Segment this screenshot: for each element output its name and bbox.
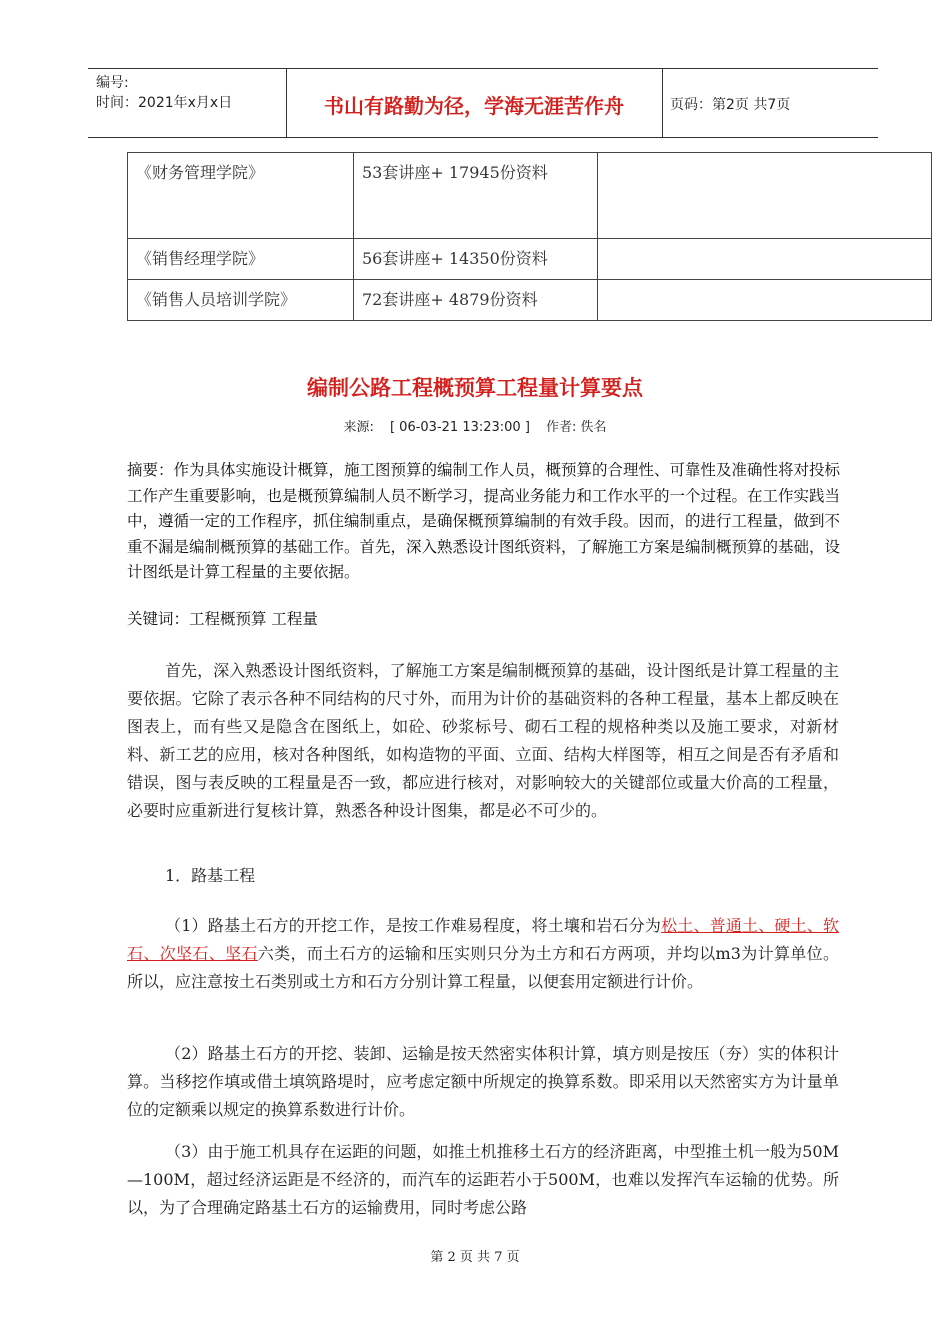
article-datetime: [ 06-03-21 13:23:00 ] (389, 420, 530, 435)
table-row (128, 239, 932, 280)
table-cell: 56套讲座+ 14350份资料 (354, 239, 598, 280)
table-cell: 《财务管理学院》 (128, 153, 354, 239)
serial-label: 编号: (96, 75, 129, 91)
article-title: 编制公路工程概预算工程量计算要点 (307, 376, 643, 400)
resource-table (127, 152, 932, 321)
table-cell (598, 239, 932, 280)
soil-types-link[interactable]: 松土、普通土、硬土、软石、次坚石、坚石 (127, 916, 839, 963)
page-footer: 第 2 页 共 7 页 (430, 1250, 520, 1265)
paragraph-earthwork-classification (127, 912, 839, 996)
header-divider (662, 69, 663, 137)
paragraph-haul-distance: （3）由于施工机具存在运距的问题，如推土机推移土石方的经济距离，中型推土机一般为50M—100M，超过经济运距是不经济的，而汽车的运距若小于500M，也难以发挥汽车运输的优势。所以，为了合理确定路基土石方的运输费用，同时考虑公路 (127, 1142, 839, 1217)
table-row (128, 153, 932, 239)
abstract: 摘要：作为具体实施设计概算，施工图预算的编制工作人员，概预算的合理性、可靠性及准确性将对投标工作产生重要影响，也是概预算编制人员不断学习，提高业务能力和工作水平的一个过程。在工作实践当中，遵循一定的工作程序，抓住编制重点，是确保概预算编制的有效手段。因而，的进行工程量，做到不重不漏是编制概预算的基础工作。首先，深入熟悉设计图纸资料，了解施工方案是编制概预算的基础，设计图纸是计算工程量的主要依据。 (127, 461, 841, 581)
article-meta (0, 416, 950, 435)
section-heading: 1．路基工程 (165, 866, 256, 885)
table-cell: 《销售经理学院》 (128, 239, 354, 280)
author-label: 作者: 佚名 (546, 420, 607, 435)
table-row (128, 280, 932, 321)
table-cell: 72套讲座+ 4879份资料 (354, 280, 598, 321)
header-meta (96, 73, 232, 113)
paragraph-text: 六类，而土石方的运输和压实则只分为土方和石方两项，并均以m3为计算单位。所以，应注意按土石类别或土方和石方分别计算工程量，以便套用定额进行计价。 (127, 944, 839, 991)
paragraph-intro: 首先，深入熟悉设计图纸资料，了解施工方案是编制概预算的基础，设计图纸是计算工程量的主要依据。它除了表示各种不同结构的尺寸外，而用为计价的基础资料的各种工程量，基本上都反映在图表上，而有些又是隐含在图纸上，如砼、砂浆标号、砌石工程的规格种类以及施工要求，对新材料、新工艺的应用，核对各种图纸，如构造物的平面、立面、结构大样图等，相互之间是否有矛盾和错误，图与表反映的工程量是否一致，都应进行核对，对影响较大的关键部位或量大价高的工程量，必要时应重新进行复核计算，熟悉各种设计图集，都是必不可少的。 (127, 661, 839, 820)
header-page-label: 页码：第2页 共7页 (670, 97, 791, 113)
header-divider (286, 69, 287, 137)
time-label: 时间：2021年x月x日 (96, 95, 233, 111)
table-cell (598, 280, 932, 321)
keywords: 关键词：工程概预算 工程量 (127, 610, 318, 628)
table-cell (598, 153, 932, 239)
source-label: 来源: (343, 420, 374, 435)
table-cell: 53套讲座+ 17945份资料 (354, 153, 598, 239)
paragraph-earthwork-volume: （2）路基土石方的开挖、装卸、运输是按天然密实体积计算，填方则是按压（夯）实的体积计算。当移挖作填或借土填筑路堤时，应考虑定额中所规定的换算系数。即采用以天然密实方为计量单位的定额乘以规定的换算系数进行计价。 (127, 1044, 839, 1119)
page-header (88, 68, 878, 138)
paragraph-text: （1）路基土石方的开挖工作，是按工作难易程度，将土壤和岩石分为 (165, 916, 662, 935)
header-motto: 书山有路勤为径，学海无涯苦作舟 (324, 94, 624, 118)
table-cell: 《销售人员培训学院》 (128, 280, 354, 321)
